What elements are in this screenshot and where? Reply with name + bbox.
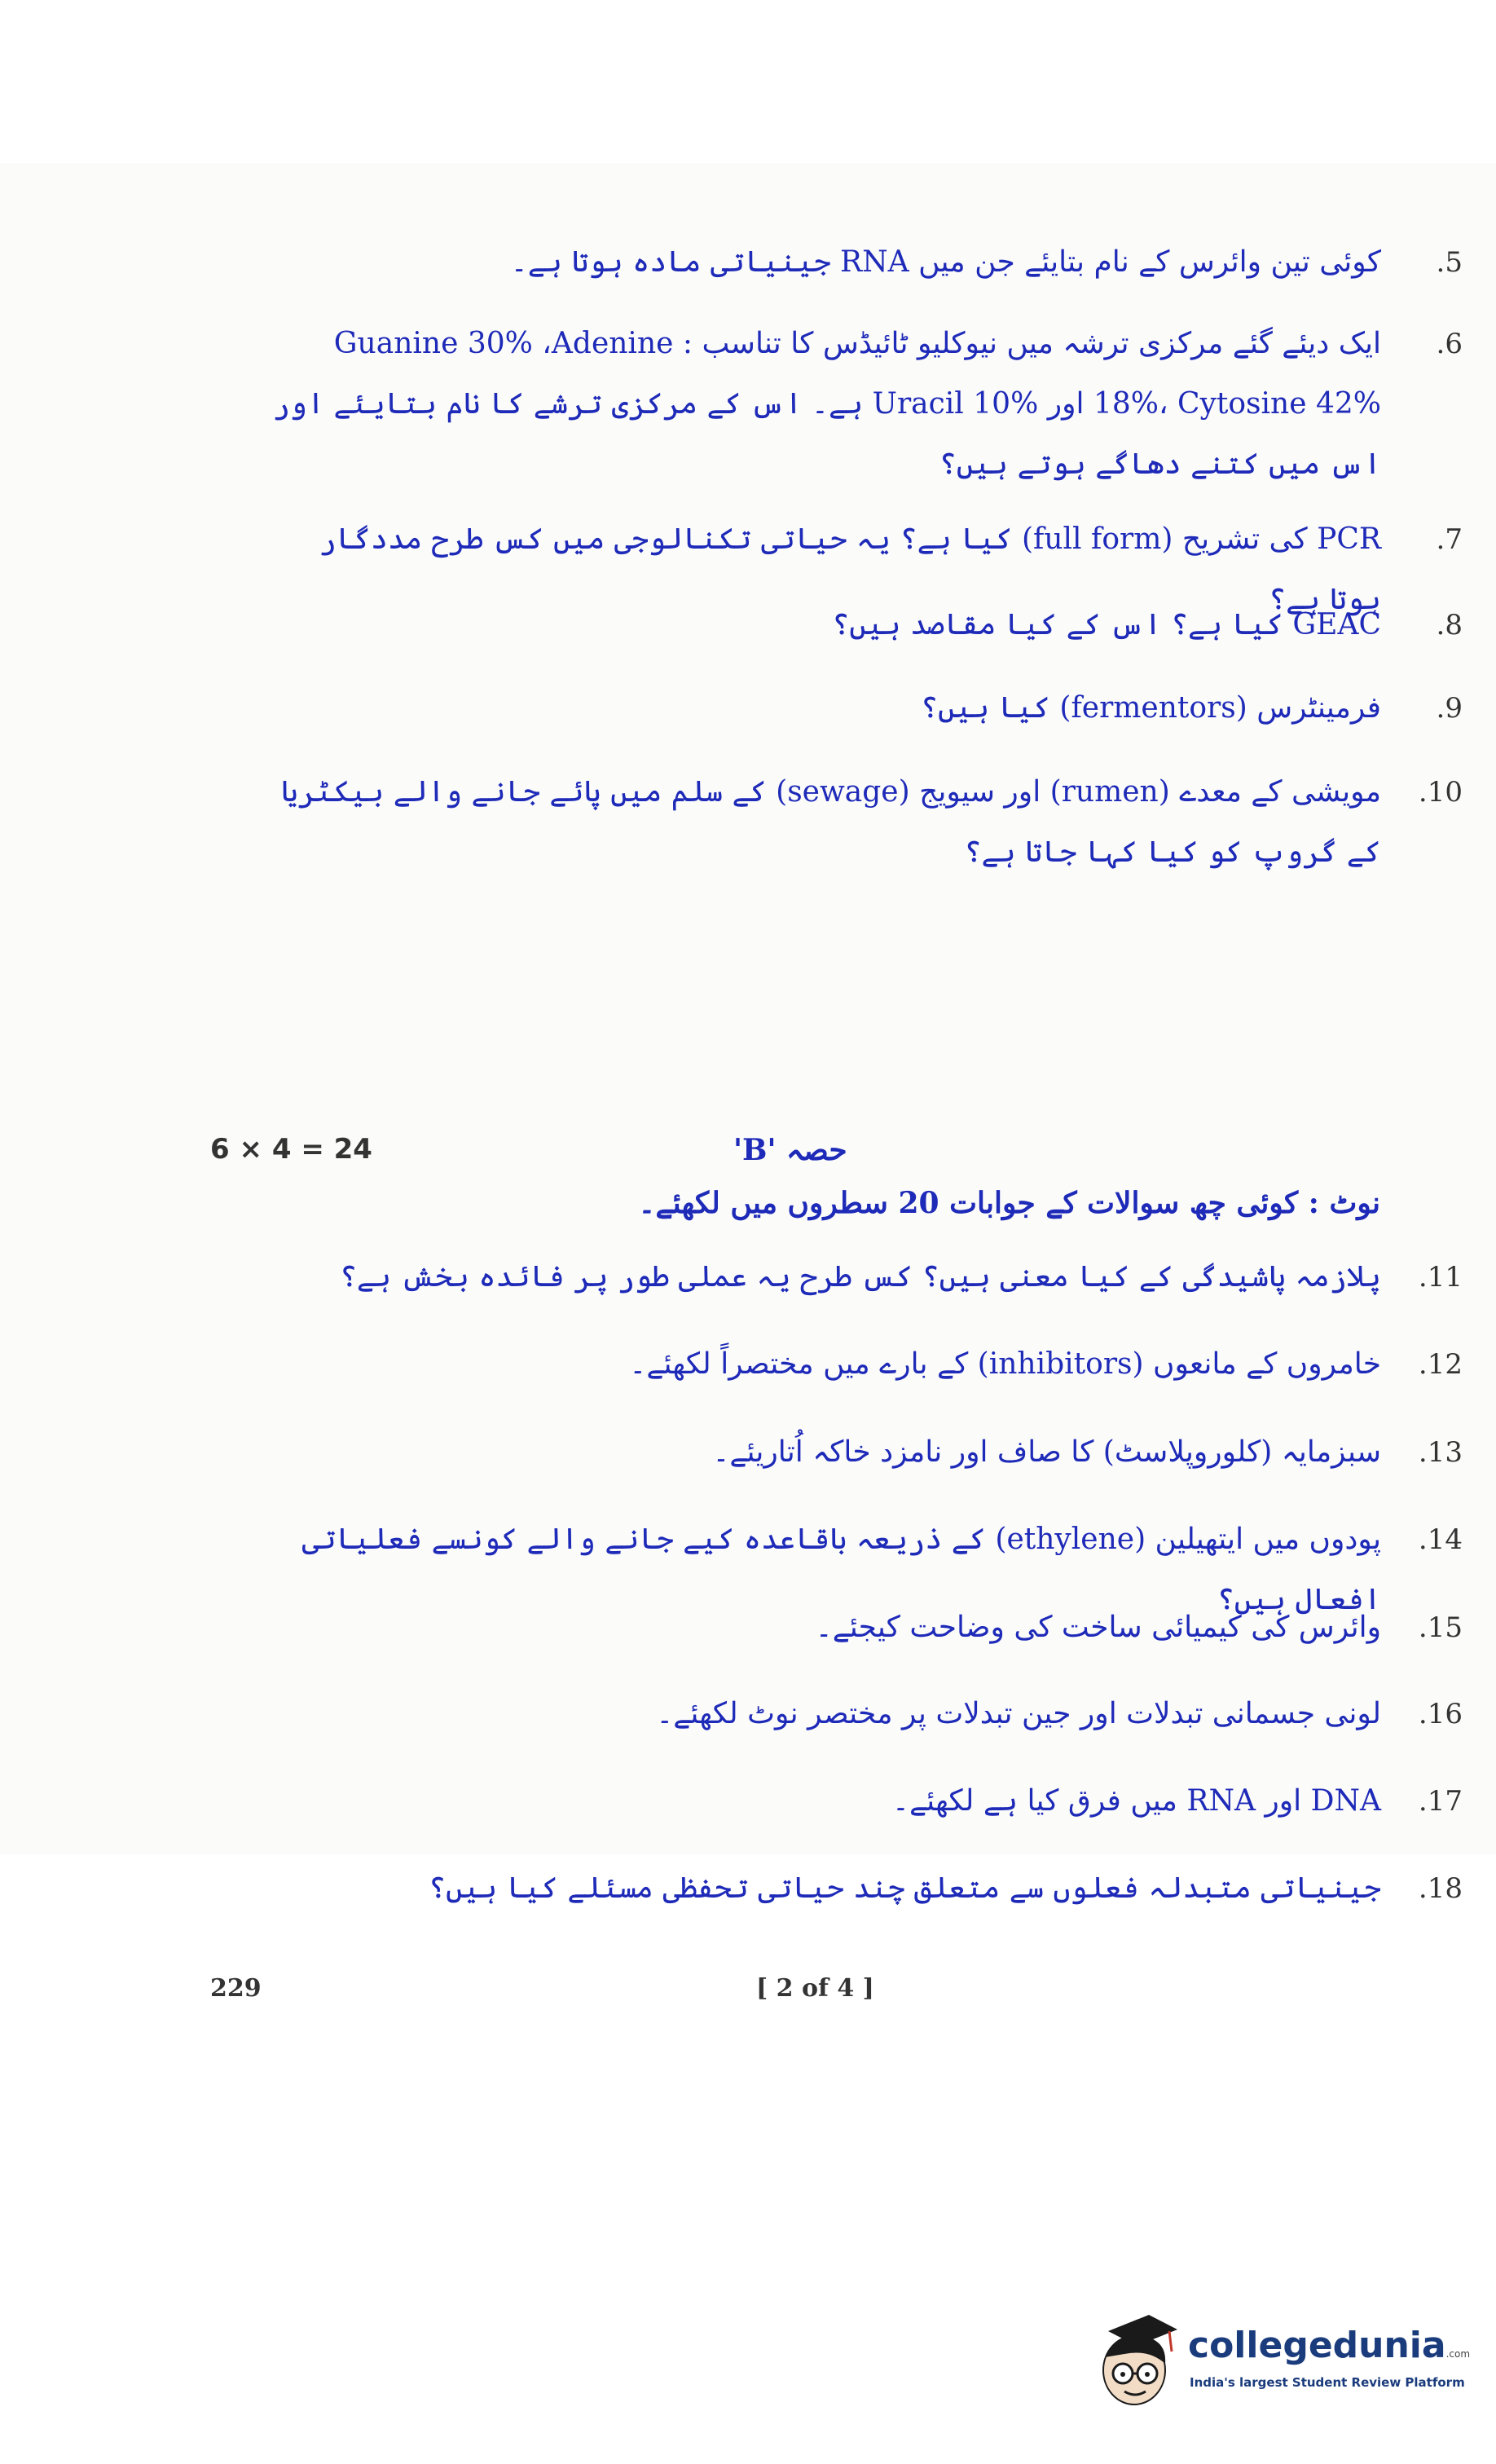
question-text: ایک دیئے گئے مرکزی ترشہ میں نیوکلیو ٹائیڈس کا تناسب : Guanine 30% ،Adenine 18%، Cytosine 42% اور Uracil 10% ہے۔ اس کے مرکزی ترشے کا نام بتایئے اور اس میں کتنے دھاگے ہوتے ہیں؟ bbox=[272, 327, 1381, 481]
question-number: .13 bbox=[1418, 1436, 1463, 1469]
question-8 bbox=[269, 595, 1463, 655]
question-number: .5 bbox=[1436, 246, 1463, 279]
question-number: .11 bbox=[1418, 1261, 1463, 1294]
question-9 bbox=[269, 678, 1463, 738]
mascot-icon bbox=[1092, 2307, 1181, 2413]
question-number: .6 bbox=[1436, 328, 1463, 360]
question-6 bbox=[269, 314, 1463, 495]
question-11 bbox=[269, 1247, 1463, 1307]
question-text: پلازمہ پاشیدگی کے کیا معنی ہیں؟ کس طرح یہ عملی طور پر فائدہ بخش ہے؟ bbox=[339, 1260, 1381, 1294]
exam-sheet bbox=[0, 163, 1496, 2003]
question-text: PCR کی تشریح (full form) کیا ہے؟ یہ حیاتی تکنالوجی میں کس طرح مددگار ہوتا ہے؟ bbox=[319, 522, 1381, 616]
page-code: 229 bbox=[210, 1974, 262, 2003]
question-15 bbox=[269, 1598, 1463, 1658]
question-12 bbox=[269, 1334, 1463, 1395]
brand-text: collegedunia bbox=[1188, 2325, 1446, 2366]
question-text: DNA اور RNA میں فرق کیا ہے لکھئے۔ bbox=[891, 1784, 1381, 1818]
question-13 bbox=[269, 1422, 1463, 1483]
question-text: وائرس کی کیمیائی ساخت کی وضاحت کیجئے۔ bbox=[815, 1611, 1381, 1644]
question-number: .8 bbox=[1436, 609, 1463, 641]
brand-name bbox=[1188, 2325, 1470, 2366]
question-text: جینیاتی متبدلہ فعلوں سے متعلق چند حیاتی تحفظی مسئلے کیا ہیں؟ bbox=[428, 1871, 1381, 1905]
question-text: مویشی کے معدے (rumen) اور سیویج (sewage) کے سلم میں پائے جانے والے بیکٹریا کے گروپ کو کیا کہا جاتا ہے؟ bbox=[280, 775, 1381, 869]
question-5 bbox=[269, 232, 1463, 293]
section-note: نوٹ : کوئی چھ سوالات کے جوابات 20 سطروں میں لکھئے۔ bbox=[638, 1186, 1380, 1220]
collegedunia-logo[interactable] bbox=[1092, 2307, 1471, 2413]
section-marks: 6 × 4 = 24 bbox=[210, 1133, 372, 1166]
brand-suffix: .com bbox=[1445, 2348, 1471, 2360]
question-number: .15 bbox=[1418, 1611, 1463, 1644]
question-text: GEAC کیا ہے؟ اس کے کیا مقاصد ہیں؟ bbox=[832, 608, 1381, 641]
question-number: .9 bbox=[1436, 692, 1463, 725]
brand-tagline: India's largest Student Review Platform bbox=[1190, 2375, 1465, 2390]
question-text: پودوں میں ایتھیلین (ethylene) کے ذریعہ باقاعدہ کیے جانے والے کونسے فعلیاتی افعال ہیں؟ bbox=[301, 1523, 1381, 1616]
question-text: فرمینٹرس (fermentors) کیا ہیں؟ bbox=[920, 691, 1381, 725]
question-text: خامروں کے مانعوں (inhibitors) کے بارے میں مختصراً لکھئے۔ bbox=[629, 1347, 1381, 1381]
question-17 bbox=[269, 1771, 1463, 1831]
question-18 bbox=[269, 1858, 1463, 1919]
question-text: سبزمایہ (کلوروپلاسٹ) کا صاف اور نامزد خاکہ اُتاریئے۔ bbox=[712, 1435, 1381, 1469]
section-title: حصہ 'B' bbox=[733, 1133, 847, 1167]
question-number: .18 bbox=[1418, 1872, 1463, 1905]
question-number: .16 bbox=[1418, 1698, 1463, 1730]
question-10 bbox=[269, 762, 1463, 883]
question-text: لونی جسمانی تبدلات اور جین تبدلات پر مختصر نوٹ لکھئے۔ bbox=[656, 1697, 1381, 1730]
question-16 bbox=[269, 1684, 1463, 1744]
question-text: کوئی تین وائرس کے نام بتایئے جن میں RNA جینیاتی مادہ ہوتا ہے۔ bbox=[510, 245, 1381, 279]
question-number: .17 bbox=[1418, 1785, 1463, 1818]
question-number: .14 bbox=[1418, 1523, 1463, 1556]
question-number: .12 bbox=[1418, 1348, 1463, 1381]
question-number: .10 bbox=[1418, 776, 1463, 809]
page-counter: [ 2 of 4 ] bbox=[756, 1974, 874, 2003]
question-number: .7 bbox=[1436, 523, 1463, 556]
